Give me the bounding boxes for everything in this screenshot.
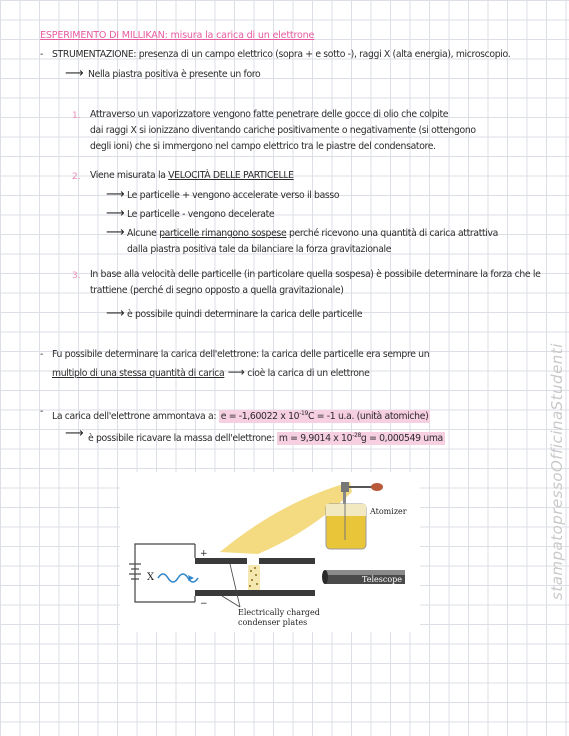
telescope-label: Telescope <box>362 575 402 584</box>
atomizer-label: Atomizer <box>370 507 407 516</box>
hole-text: Nella piastra positiva è presente un foro <box>88 69 261 80</box>
item-number: 3. <box>72 271 81 281</box>
arrow-right-icon: ⟶ <box>106 306 125 321</box>
caption-line1: Electrically charged <box>238 608 320 617</box>
item1-line1: Attraverso un vaporizzatore vengono fatte penetrare delle gocce di olio che colpite <box>90 109 449 120</box>
item2-heading: Viene misurata la VELOCITÀ DELLE PARTICELLE <box>90 170 294 181</box>
x-ray-label: X <box>147 572 155 583</box>
instrumentation-text: STRUMENTAZIONE: presenza di un campo elettrico (sopra + e sotto -), raggi X (alta energia), microscopio. <box>52 49 511 60</box>
mass-highlight: m = 9,9014 x $10^{-28}g = 0,000549$ uma <box>278 432 443 445</box>
item3-sub: è possibile quindi determinare la carica delle particelle <box>127 309 363 320</box>
watermark: stampatopressoOfficinaStudenti <box>548 343 566 600</box>
p4-line2: multiplo di una stessa quantità di carica ⟶ cioè la carica di un elettrone <box>52 365 370 379</box>
item3-line1: In base alla velocità delle particelle (in particolare quella sospesa) è possibile determinare la forza che le <box>90 269 541 280</box>
dash-bullet: - <box>40 406 44 417</box>
item-number: 2. <box>72 172 81 182</box>
p4-line1: Fu possibile determinare la carica dell'elettrone: la carica delle particelle era sempre un <box>52 349 430 360</box>
arrow-right-icon: ⟶ <box>106 206 125 221</box>
item-number: 1. <box>72 111 81 121</box>
caption-line2: condenser plates <box>238 618 308 627</box>
item2-sub3: Alcune particelle rimangono sospese perché ricevono una quantità di carica attrattiva <box>127 228 499 239</box>
arrow-right-icon: ⟶ <box>106 187 125 202</box>
arrow-right-icon: ⟶ <box>65 66 84 81</box>
item1-line2: dai raggi X si ionizzano diventando cariche positivamente o negativamente (si ottengono <box>90 125 476 136</box>
arrow-right-icon: ⟶ <box>106 225 125 240</box>
lower-plate <box>195 590 315 596</box>
millikan-apparatus-figure <box>120 472 420 632</box>
item2-sub2: Le particelle - vengono decelerate <box>127 209 275 220</box>
item3-line2: trattiene (perché di segno opposto a quella gravitazionale) <box>90 285 344 296</box>
minus-sign: − <box>200 599 208 609</box>
p5-line1: La carica dell'elettrone ammontava a: e = -1,60022 x $10^{-19}C = -1$ u.a. (unità atomiche) <box>52 410 429 423</box>
page-title: ESPERIMENTO DI MILLIKAN: misura la carica di un elettrone <box>40 30 315 41</box>
charge-highlight: e = -1,60022 x $10^{-19}C = -1$ u.a. (unità atomiche) <box>220 410 429 423</box>
arrow-right-icon: ⟶ <box>65 426 84 441</box>
item1-line3: degli ioni) che si immergono nel campo elettrico tra le piastre del condensatore. <box>90 141 436 152</box>
plate-hole <box>247 557 259 565</box>
item2-sub3-line2: dalla piastra positiva tale da bilanciare la forza gravitazionale <box>127 244 392 255</box>
arrow-right-icon: ⟶ <box>224 365 245 379</box>
dash-bullet: - <box>40 49 44 60</box>
item2-sub1: Le particelle + vengono accelerate verso il basso <box>127 190 340 201</box>
p5-line2: è possibile ricavare la massa dell'elettrone: m = 9,9014 x $10^{-28}g = 0,000549$ uma <box>88 432 443 445</box>
dash-bullet: - <box>40 349 44 360</box>
plus-sign: + <box>200 549 208 559</box>
